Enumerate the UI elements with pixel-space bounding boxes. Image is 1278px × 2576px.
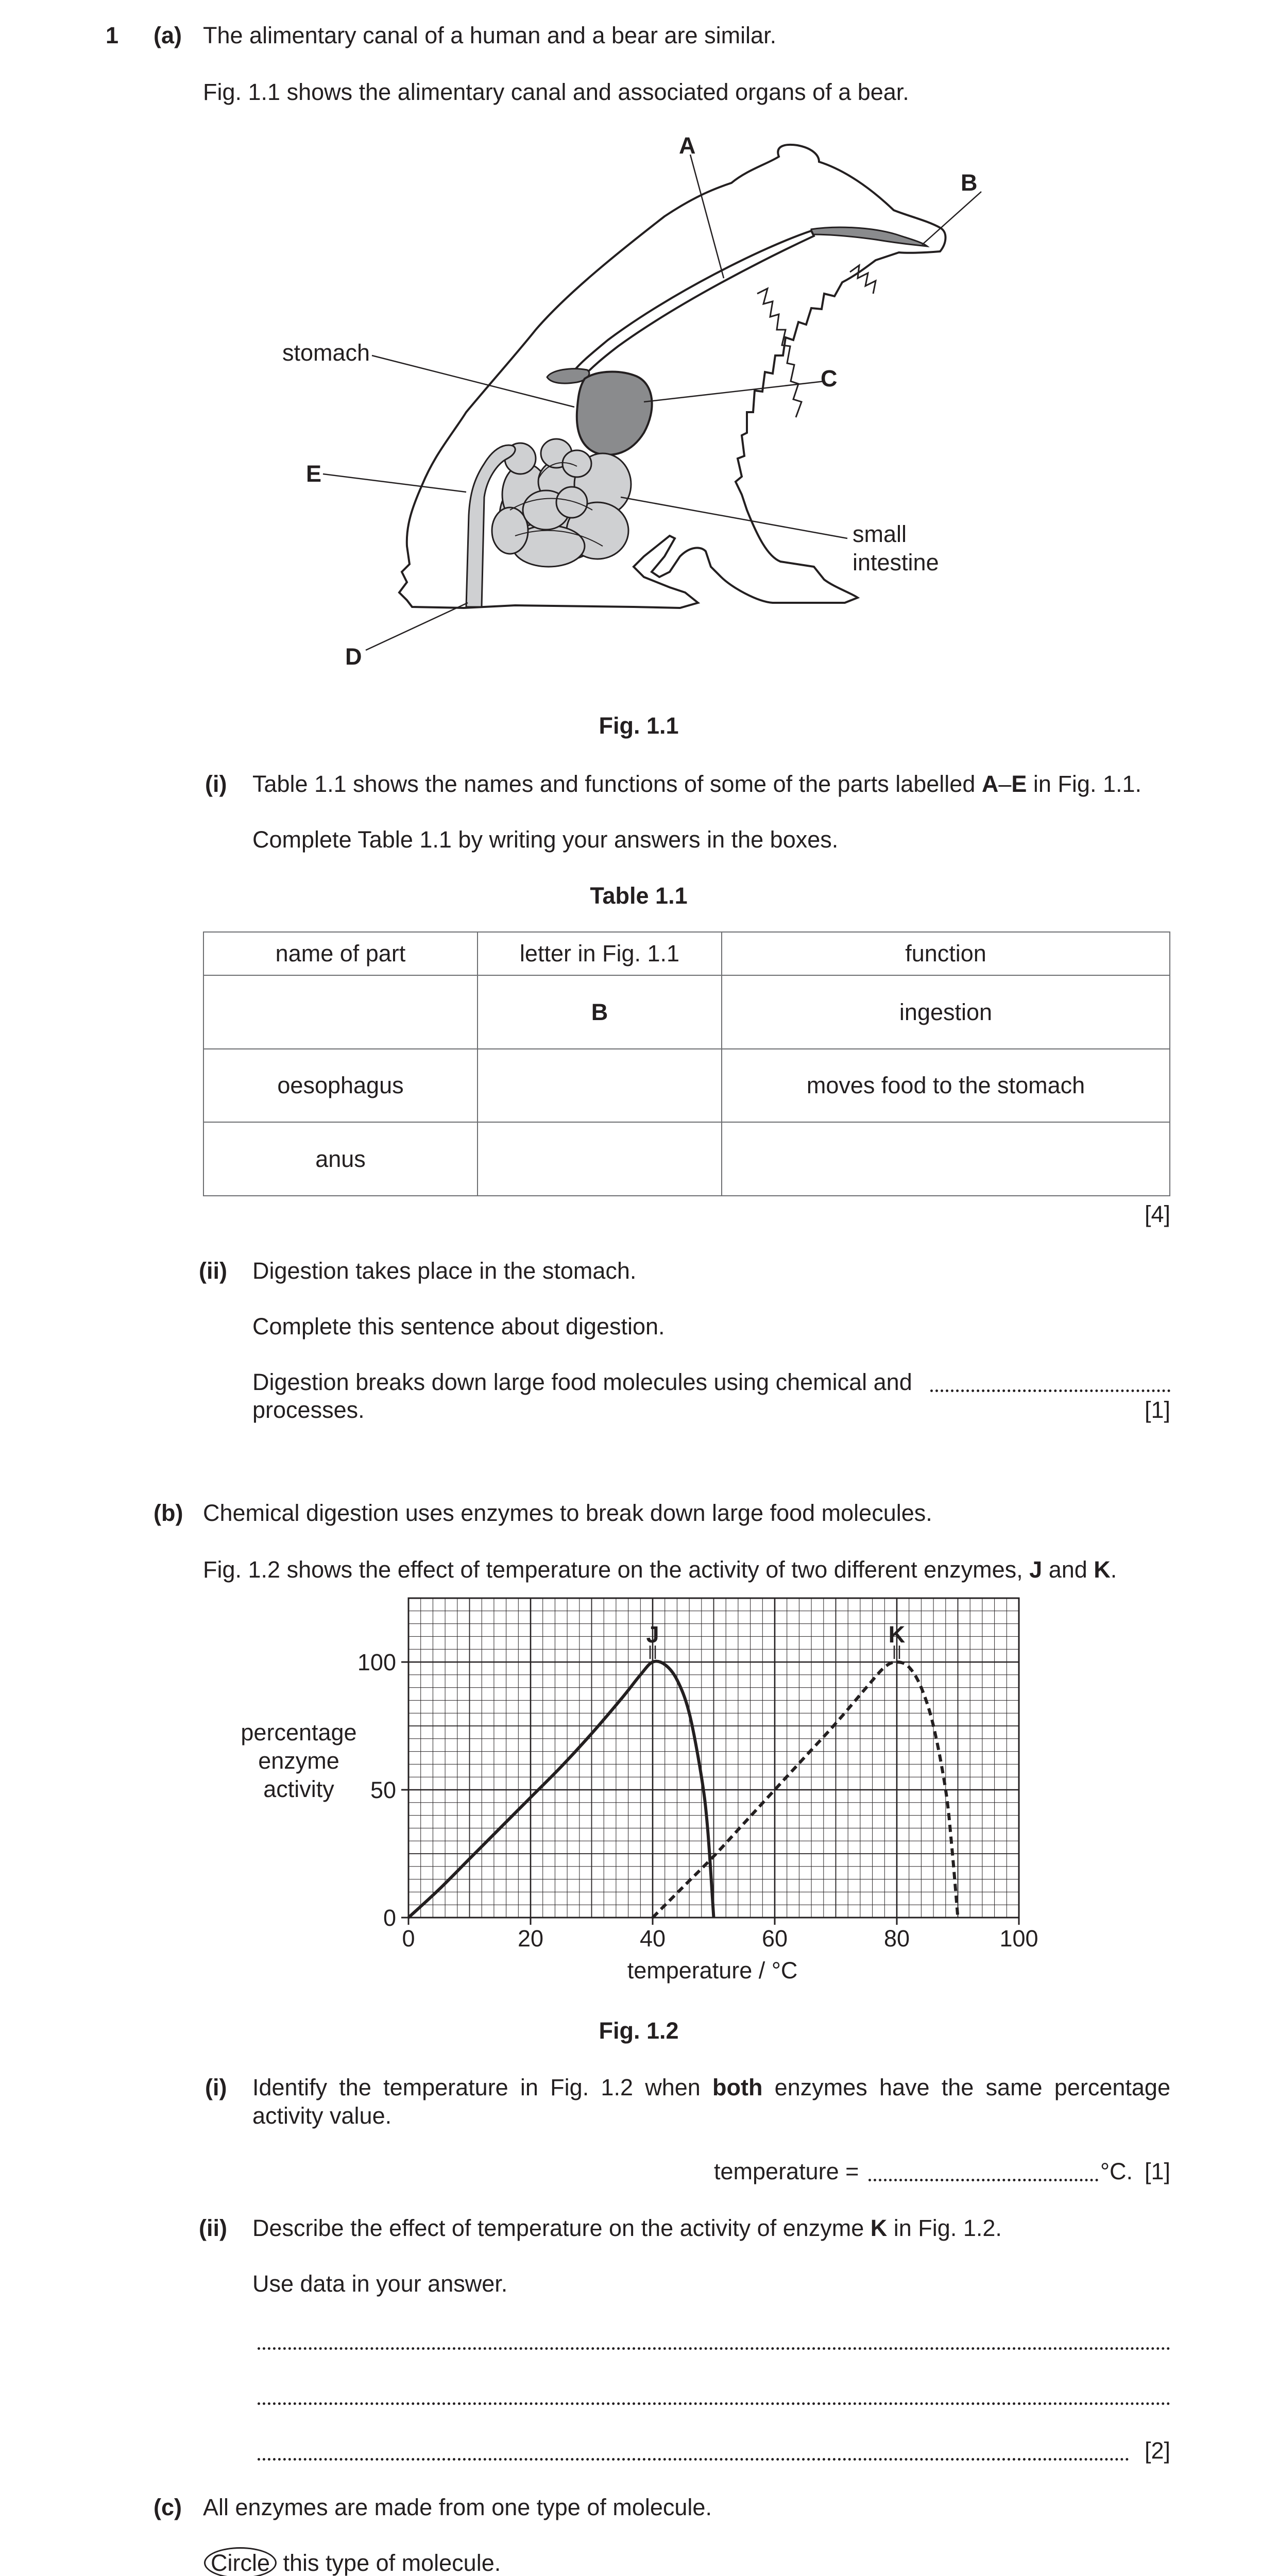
y-tick-label: 0 (383, 1905, 396, 1931)
part-a-ii-line1: Digestion takes place in the stomach. (252, 1258, 637, 1284)
label-b: B (961, 170, 978, 196)
x-tick-label: 60 (761, 1925, 788, 1952)
part-b-label: (b) (154, 1500, 183, 1526)
fig-1-1-intro: Fig. 1.1 shows the alimentary canal and associated organs of a bear. (203, 79, 909, 105)
answer-box[interactable] (722, 1122, 1170, 1196)
part-c-instruction: Circle this type of molecule. (211, 2549, 501, 2576)
circle-word: Circle (204, 2547, 277, 2576)
marks-a-ii: [1] (1144, 1397, 1170, 1423)
marks-a-i: [4] (1144, 1201, 1170, 1227)
part-c-intro: All enzymes are made from one type of molecule. (203, 2494, 712, 2520)
part-b-intro: Chemical digestion uses enzymes to break down large food molecules. (203, 1500, 932, 1526)
enzyme-activity-chart (0, 1597, 1278, 1999)
marks-b-i: [1] (1144, 2158, 1170, 2184)
label-d: D (345, 643, 362, 670)
answer-line[interactable] (258, 2458, 1129, 2461)
answer-line[interactable] (258, 2347, 1170, 2350)
table-1-1-title: Table 1.1 (590, 883, 688, 909)
part-a-ii-sentence-end: processes. (252, 1397, 365, 1423)
answer-box[interactable] (478, 1049, 722, 1122)
answer-box[interactable] (203, 975, 478, 1049)
table-row (203, 975, 1170, 1049)
x-axis-label: temperature / °C (627, 1957, 798, 1984)
question-number: 1 (106, 22, 119, 48)
fig-1-2-intro: Fig. 1.2 shows the effect of temperature on the activity of two different enzymes, J and K. (203, 1556, 1117, 1583)
label-small: small (853, 521, 907, 547)
label-stomach: stomach (282, 340, 370, 366)
part-b-i-line1: Identify the temperature in Fig. 1.2 when both enzymes have the same percentage (252, 2074, 1170, 2100)
y-axis-label-line: percentage (241, 1719, 357, 1745)
table-cell: moves food to the stomach (722, 1049, 1170, 1122)
x-tick-label: 100 (999, 1925, 1038, 1952)
table-row (203, 1122, 1170, 1196)
table-cell: B (478, 975, 722, 1049)
label-a: A (679, 132, 696, 159)
part-a-ii-label: (ii) (199, 1258, 227, 1284)
part-b-ii-line2: Use data in your answer. (252, 2270, 508, 2297)
part-a-intro: The alimentary canal of a human and a bear are similar. (203, 22, 777, 48)
table-cell: oesophagus (203, 1049, 478, 1122)
answer-line[interactable] (930, 1389, 1170, 1392)
label-intestine: intestine (853, 549, 939, 575)
x-tick-label: 0 (402, 1925, 415, 1952)
label-e: E (306, 461, 322, 487)
part-b-i-label: (i) (205, 2074, 227, 2100)
chart-series (408, 1621, 958, 1918)
x-tick-label: 80 (883, 1925, 910, 1952)
answer-line[interactable] (258, 2402, 1170, 2405)
y-tick-label: 100 (357, 1649, 396, 1675)
table-row (203, 1049, 1170, 1122)
label-c: C (821, 365, 838, 392)
table-header-row (203, 932, 1170, 975)
x-tick-label: 40 (639, 1925, 666, 1952)
part-a-i-line1: Table 1.1 shows the names and functions of some of the parts labelled A–E in Fig. 1.1. (252, 771, 1142, 797)
x-tick-label: 20 (517, 1925, 544, 1952)
temperature-answer-line[interactable] (868, 2179, 1098, 2181)
fig-1-2-caption: Fig. 1.2 (599, 2018, 679, 2044)
answer-box[interactable] (478, 1122, 722, 1196)
temperature-answer-label: temperature = (714, 2158, 859, 2184)
part-b-ii-line1: Describe the effect of temperature on the activity of enzyme K in Fig. 1.2. (252, 2215, 1002, 2241)
y-axis-label-line: enzyme (258, 1748, 339, 1774)
chart-ticks (357, 1649, 1038, 1952)
table-1-1 (203, 931, 1170, 1196)
table-header-cell: name of part (203, 932, 478, 975)
y-tick-label: 50 (370, 1777, 396, 1803)
part-b-ii-label: (ii) (199, 2215, 227, 2241)
table-header-cell: letter in Fig. 1.1 (478, 932, 722, 975)
series-label-j: J (646, 1621, 659, 1648)
part-a-ii-line2: Complete this sentence about digestion. (252, 1313, 665, 1340)
part-a-i-label: (i) (205, 771, 227, 797)
chart-grid (408, 1598, 1019, 1918)
part-c-label: (c) (154, 2494, 182, 2520)
part-a-label: (a) (154, 22, 182, 48)
part-a-i-line2: Complete Table 1.1 by writing your answers in the boxes. (252, 826, 839, 853)
small-intestine-shape (492, 439, 631, 567)
marks-b-ii: [2] (1144, 2437, 1170, 2464)
temperature-unit: °C. (1100, 2158, 1133, 2184)
table-cell: ingestion (722, 975, 1170, 1049)
y-axis-label-line: activity (263, 1776, 334, 1802)
bear-alimentary-canal-diagram (0, 0, 1278, 721)
table-header-cell: function (722, 932, 1170, 975)
table-cell: anus (203, 1122, 478, 1196)
part-b-i-line2: activity value. (252, 2103, 392, 2129)
series-label-k: K (888, 1621, 906, 1648)
part-a-ii-sentence: Digestion breaks down large food molecules using chemical and (252, 1369, 912, 1395)
fig-1-1-caption: Fig. 1.1 (599, 713, 679, 739)
